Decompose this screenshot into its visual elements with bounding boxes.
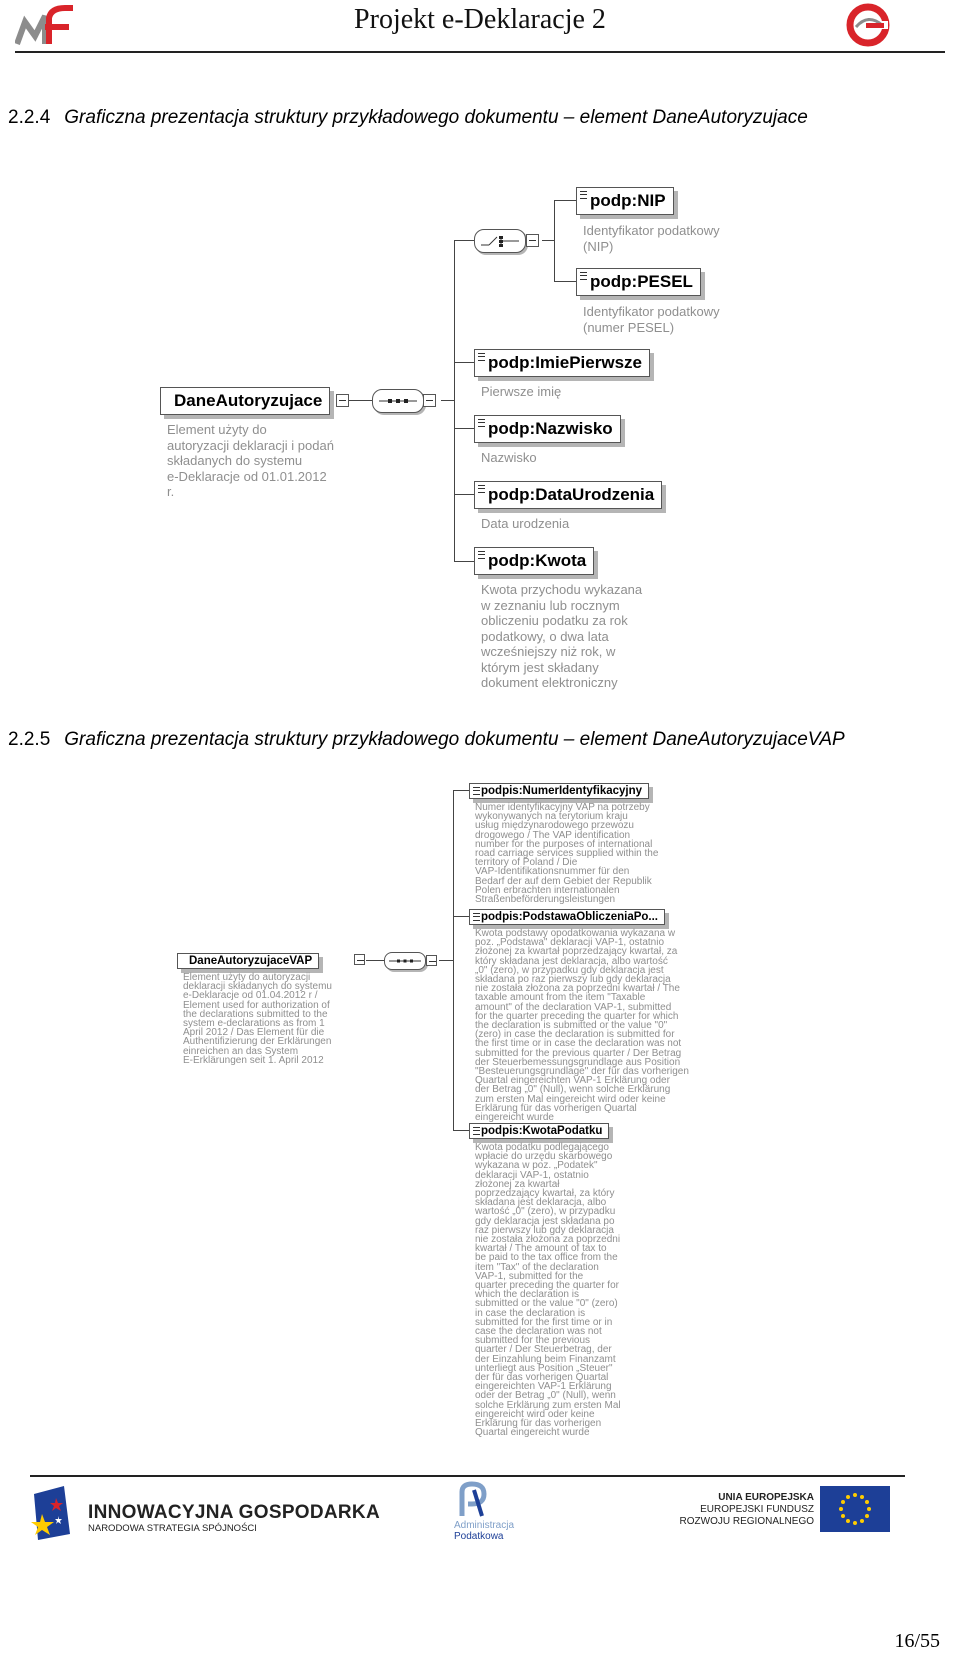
element-description: Kwota podstawy opodatkowania wykazana w poz. „Podstawa" deklaracji VAP-1, ostatnio złożonej za kwartał poprzedzający kwartał, za który składana jest deklaracja, albo wartość „0" (zero), w przypadku gdy deklaracja jest składana po raz pierwszy lub gdy deklaracja nie została złożona za poprzedni kwartał / The taxable amount from the item "Taxable amount" of the declaration VAP-1, submitted for the quarter preceding the quarter for which the declaration is submitted or the value "0" (zero) in case the declaration is submitted for the first time or in case the declaration was not submitted for the previous quarter / Der Betrag der Steuerbemessungsgrundlage aus Position "Besteuerungsgrundlage" der für das vorherigen Quartal eingereichten VAP-1 Erklärung oder der Betrag „0" (Null), wenn solche Erklärung zum ersten Mal eingereicht wird oder keine Erklärung für das vorherigen Quartal eingereicht wurde [475,928,689,1124]
logo-title: INNOWACYJNA GOSPODARKA [88,1502,380,1523]
section-heading-224 [8,107,808,129]
logo-line2: Podatkowa [454,1531,504,1542]
node-label: DaneAutoryzujace [174,391,323,410]
unia-europejska-logo [680,1486,910,1536]
connector [366,960,384,961]
element-description: Numer identyfikacyjny VAP na potrzeby wykonywanych na terytorium kraju usług międzynarodowego przewozu drogowego / The VAP identification number for the purposes of international road carriage services supplied within the territory of Poland / Die VAP-Identifikationsnummer für den Bedarf der auf dem Gebiet der Republik Polen erbrachten internationalen Straßenbeförderungsleistungen [475,802,659,906]
element-lines-icon [473,787,480,795]
eu-line3: ROZWOJU REGIONALNEGO [679,1516,814,1527]
section-number: 2.2.5 [8,729,51,750]
element-lines-icon [478,419,485,427]
collapse-icon[interactable] [336,394,349,407]
connector [454,494,474,495]
element-description: Pierwsze imię [481,384,562,399]
element-lines-icon [478,353,485,361]
connector [453,790,454,1130]
section-heading-225 [8,729,845,751]
root-description: Element użyty do autoryzacji deklaracji i podań składanych do systemu e-Deklaracje od 01.01.2012 r. [167,422,334,499]
node-label: podp:DataUrodzenia [488,485,655,504]
eu-line1: UNIA EUROPEJSKA [718,1492,814,1503]
connector [554,200,555,281]
connector [454,362,474,363]
star-emblem-icon [30,1484,74,1542]
connector [453,916,469,917]
administracja-podatkowa-logo [450,1480,530,1542]
connector [454,240,455,562]
node-numeridentyfikacyjny[interactable] [469,783,649,799]
root-description: Element użyty do autoryzacji deklaracji składanych do systemu e-Deklaracje od 01.04.2012 r / Element used for authorization of the declarations submitted to the system e-declarations as from 1 April 2012 / Das Element für die Authentifizierung der Erklärungen einreichen an das System E-Erklärungen seit 1. April 2012 [183,972,332,1066]
element-lines-icon [580,272,587,280]
logo-subtitle: NARODOWA STRATEGIA SPÓJNOŚCI [88,1523,257,1534]
connector [454,240,474,241]
sequence-compositor-icon[interactable] [384,952,426,970]
header-right-logo [846,3,890,47]
element-description: Data urodzenia [481,516,570,531]
header-divider [15,51,945,53]
node-kwota[interactable] [474,547,594,575]
connector [439,960,453,961]
element-lines-icon [478,551,485,559]
element-lines-icon [580,191,587,199]
node-label: podp:Kwota [488,551,587,570]
page-header-title: Projekt e-Deklaracje 2 [354,4,606,35]
node-podstawaobliczeniapo[interactable] [469,909,665,925]
element-description: Identyfikator podatkowy (NIP) [583,223,720,254]
choice-compositor-icon[interactable] [474,229,526,253]
node-label: podpis:PodstawaObliczeniaPo... [481,911,658,923]
node-label: podp:ImiePierwsze [488,353,642,372]
sequence-compositor-icon[interactable] [372,389,424,413]
section-number: 2.2.4 [8,107,51,128]
collapse-icon[interactable] [426,955,437,966]
node-label: podp:NIP [590,191,666,210]
connector [554,200,576,201]
logo-line1: Administracja [454,1520,515,1531]
element-lines-icon [473,913,480,921]
collapse-icon[interactable] [423,394,436,407]
node-pesel[interactable] [576,268,701,296]
eu-flag-icon [820,1486,890,1532]
node-label: podp:Nazwisko [488,419,613,438]
connector [554,281,576,282]
element-lines-icon [478,485,485,493]
eu-line2: EUROPEJSKI FUNDUSZ [700,1504,814,1515]
node-daneautoryzujace[interactable] [160,387,330,415]
node-label: podpis:KwotaPodatku [481,1125,603,1137]
node-label: podp:PESEL [590,272,693,291]
node-dataurodzenia[interactable] [474,481,662,509]
connector [542,240,554,241]
element-description: Kwota podatku podlegającego wpłacie do urzędu skarbowego wykazana w poz. „Podatek" deklaracji VAP-1, ostatnio złożonej za kwartał poprzedzający kwartał, za który składana jest deklaracja, albo wartość „0" (zero), w przypadku gdy deklaracja jest składana po raz pierwszy lub gdy deklaracja nie została złożona za poprzedni kwartał / The amount of tax to be paid to the tax office from the item "Tax" of the declaration VAP-1, submitted for the quarter preceding the quarter for which the declaration is submitted or the value "0" (zero) in case the declaration is submitted for the first time or in case the declaration was not submitted for the previous quarter / Der Steuerbetrag, der der Einzahlung beim Finanzamt unterliegt aus Position „Steuer" der für das vorherigen Quartal eingereichten VAP-1 Erklärung oder der Betrag „0" (Null), wenn solche Erklärung zum ersten Mal eingereicht wird oder keine Erklärung für das vorherigen Quartal eingereicht wurde [475,1142,621,1439]
collapse-icon[interactable] [354,954,365,965]
node-kwotapodatku[interactable] [469,1123,609,1139]
element-lines-icon [473,1127,480,1135]
footer-divider [30,1475,905,1477]
node-label: podpis:NumerIdentyfikacyjny [481,785,643,797]
connector [441,400,454,401]
connector [453,790,469,791]
ap-emblem-icon [454,1480,494,1520]
node-nazwisko[interactable] [474,415,621,443]
connector [453,1130,469,1131]
node-nip[interactable] [576,187,674,215]
node-daneautoryzujacevap[interactable] [177,953,319,969]
section-title: Graficzna prezentacja struktury przykładowego dokumentu – element DaneAutoryzujace [64,107,808,128]
connector [454,561,474,562]
element-description: Kwota przychodu wykazana w zeznaniu lub rocznym obliczeniu podatku za rok podatkowy, o dwa lata wcześniejszy niż rok, w którym jest składany dokument elektroniczny [481,582,643,690]
collapse-icon[interactable] [526,234,539,247]
node-label: DaneAutoryzujaceVAP [189,955,313,967]
innowacyjna-gospodarka-logo [30,1484,380,1546]
node-imiepierwsze[interactable] [474,349,650,377]
section-title: Graficzna prezentacja struktury przykładowego dokumentu – element DaneAutoryzujaceVAP [64,729,845,750]
element-description: Nazwisko [481,450,537,465]
connector [454,428,474,429]
element-description: Identyfikator podatkowy (numer PESEL) [583,304,720,335]
page-number: 16/55 [894,1630,940,1652]
